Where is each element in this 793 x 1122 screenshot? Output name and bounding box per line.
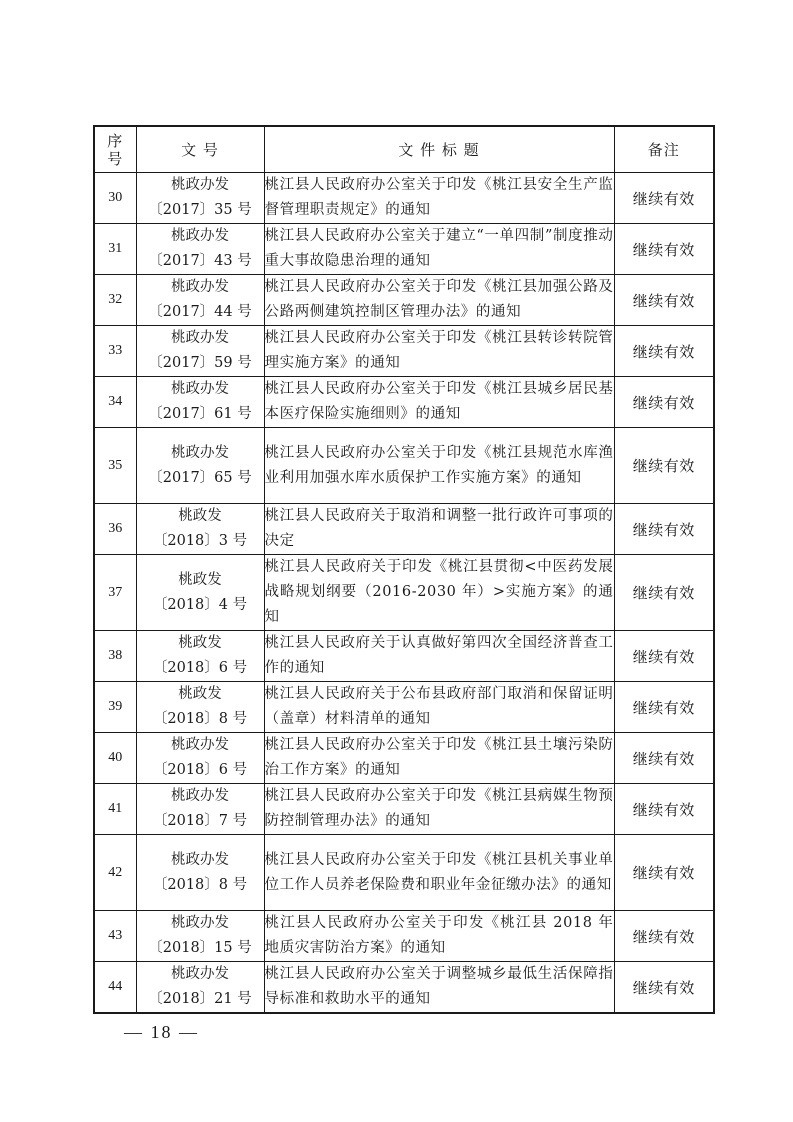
row-title: 桃江县人民政府关于取消和调整一批行政许可事项的决定 [264,504,614,555]
row-title: 桃江县人民政府办公室关于印发《桃江县 2018 年地质灾害防治方案》的通知 [264,911,614,962]
row-doc-no: 桃政办发 〔2018〕15 号 [136,911,264,962]
row-doc-no: 桃政办发 〔2018〕7 号 [136,784,264,835]
row-seq: 33 [94,326,136,377]
row-note: 继续有效 [614,835,714,911]
row-doc-no: 桃政发 〔2018〕6 号 [136,631,264,682]
row-title: 桃江县人民政府办公室关于印发《桃江县规范水库渔业利用加强水库水质保护工作实施方案》的通知 [264,428,614,504]
table-row [94,835,714,911]
row-seq: 43 [94,911,136,962]
table-header-row [94,126,714,173]
row-doc-no: 桃政办发 〔2018〕6 号 [136,733,264,784]
table-row [94,733,714,784]
row-seq: 31 [94,224,136,275]
row-doc-no: 桃政办发 〔2017〕43 号 [136,224,264,275]
row-title: 桃江县人民政府办公室关于印发《桃江县土壤污染防治工作方案》的通知 [264,733,614,784]
row-doc-no: 桃政办发 〔2018〕21 号 [136,962,264,1014]
table-row [94,504,714,555]
row-title: 桃江县人民政府办公室关于印发《桃江县安全生产监督管理职责规定》的通知 [264,173,614,224]
row-doc-no: 桃政办发 〔2017〕65 号 [136,428,264,504]
table-row [94,631,714,682]
row-seq: 37 [94,555,136,631]
table-row [94,275,714,326]
row-title: 桃江县人民政府办公室关于印发《桃江县加强公路及公路两侧建筑控制区管理办法》的通知 [264,275,614,326]
row-seq: 32 [94,275,136,326]
row-note: 继续有效 [614,682,714,733]
row-seq: 40 [94,733,136,784]
row-title: 桃江县人民政府办公室关于印发《桃江县城乡居民基本医疗保险实施细则》的通知 [264,377,614,428]
row-seq: 41 [94,784,136,835]
row-note: 继续有效 [614,911,714,962]
row-note: 继续有效 [614,631,714,682]
row-note: 继续有效 [614,326,714,377]
row-note: 继续有效 [614,555,714,631]
header-doc-no: 文 号 [136,126,264,173]
table-row [94,224,714,275]
row-note: 继续有效 [614,275,714,326]
row-title: 桃江县人民政府关于印发《桃江县贯彻<中医药发展战略规划纲要（2016-2030 年）>实施方案》的通知 [264,555,614,631]
row-doc-no: 桃政发 〔2018〕3 号 [136,504,264,555]
row-seq: 39 [94,682,136,733]
row-title: 桃江县人民政府办公室关于印发《桃江县病媒生物预防控制管理办法》的通知 [264,784,614,835]
row-title: 桃江县人民政府办公室关于印发《桃江县转诊转院管理实施方案》的通知 [264,326,614,377]
row-note: 继续有效 [614,173,714,224]
row-seq: 34 [94,377,136,428]
row-seq: 42 [94,835,136,911]
row-note: 继续有效 [614,224,714,275]
table-row [94,555,714,631]
table-row [94,428,714,504]
table-row [94,326,714,377]
row-seq: 44 [94,962,136,1014]
document-list-table [93,125,715,1014]
table-row [94,911,714,962]
row-title: 桃江县人民政府办公室关于调整城乡最低生活保障指导标准和救助水平的通知 [264,962,614,1014]
row-seq: 38 [94,631,136,682]
row-note: 继续有效 [614,428,714,504]
row-title: 桃江县人民政府关于认真做好第四次全国经济普查工作的通知 [264,631,614,682]
table-row [94,377,714,428]
row-seq: 35 [94,428,136,504]
row-note: 继续有效 [614,733,714,784]
row-doc-no: 桃政办发 〔2017〕44 号 [136,275,264,326]
row-title: 桃江县人民政府办公室关于建立“一单四制”制度推动重大事故隐患治理的通知 [264,224,614,275]
row-title: 桃江县人民政府办公室关于印发《桃江县机关事业单位工作人员养老保险费和职业年金征缴办法》的通知 [264,835,614,911]
table-row [94,962,714,1014]
table-row [94,173,714,224]
row-doc-no: 桃政发 〔2018〕4 号 [136,555,264,631]
row-doc-no: 桃政办发 〔2017〕59 号 [136,326,264,377]
table-row [94,784,714,835]
row-doc-no: 桃政办发 〔2017〕35 号 [136,173,264,224]
row-seq: 36 [94,504,136,555]
row-doc-no: 桃政办发 〔2017〕61 号 [136,377,264,428]
row-note: 继续有效 [614,784,714,835]
row-note: 继续有效 [614,377,714,428]
row-note: 继续有效 [614,504,714,555]
row-seq: 30 [94,173,136,224]
row-doc-no: 桃政办发 〔2018〕8 号 [136,835,264,911]
row-doc-no: 桃政发 〔2018〕8 号 [136,682,264,733]
page-number: — 18 — [124,1022,199,1042]
header-note: 备注 [614,126,714,173]
header-title: 文 件 标 题 [264,126,614,173]
table-row [94,682,714,733]
header-seq: 序 号 [94,126,136,173]
row-note: 继续有效 [614,962,714,1014]
row-title: 桃江县人民政府关于公布县政府部门取消和保留证明（盖章）材料清单的通知 [264,682,614,733]
